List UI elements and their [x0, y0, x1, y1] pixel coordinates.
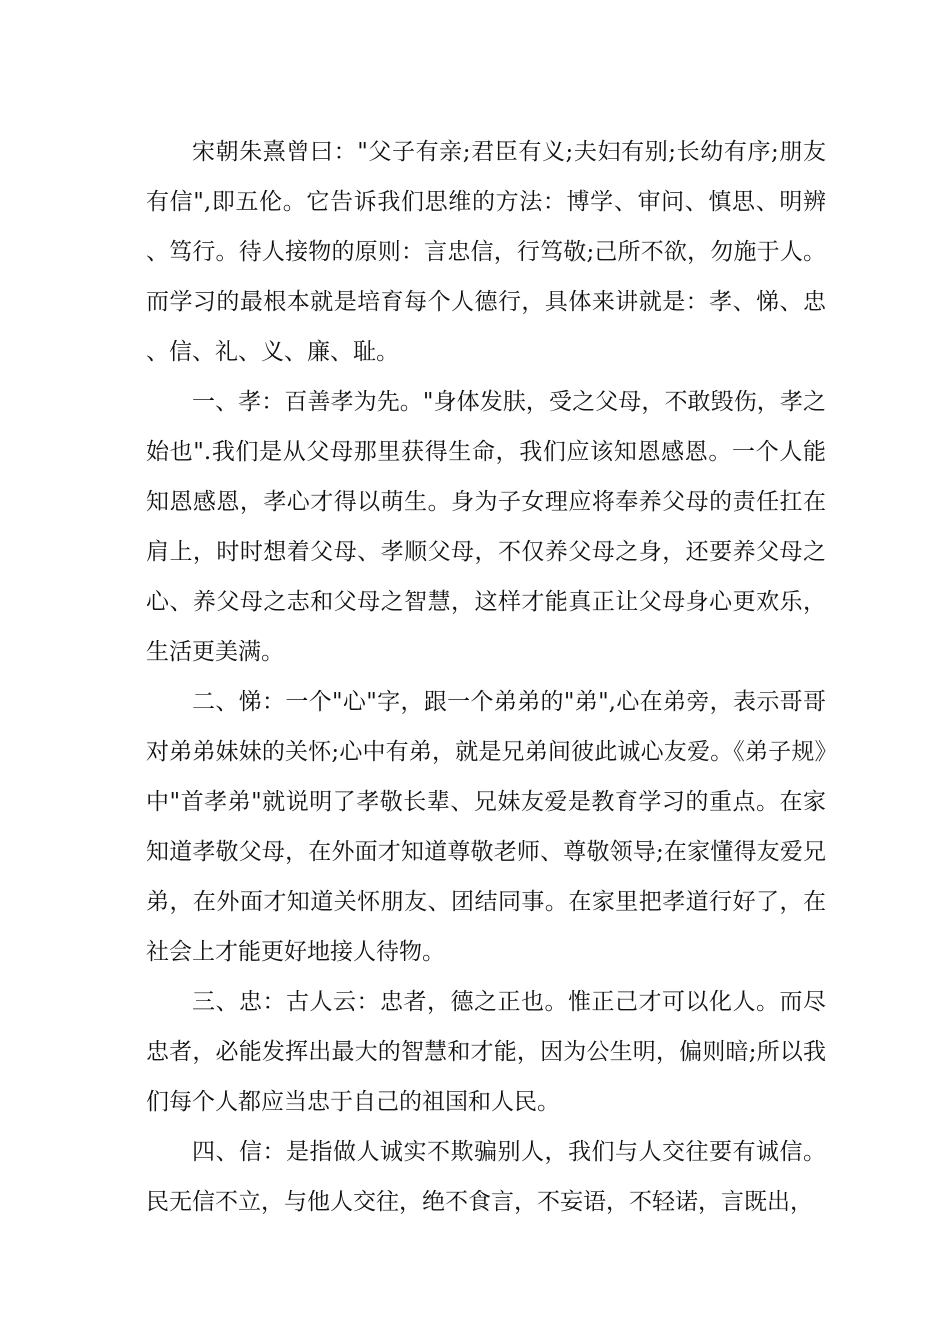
- paragraph-xin: 四、信：是指做人诚实不欺骗别人，我们与人交往要有诚信。民无信不立，与他人交往，绝不食言，不妄语，不轻诺，言既出，: [146, 1139, 826, 1215]
- document-body: [146, 127, 826, 1227]
- paragraph-zhong: 三、忠：古人云：忠者，德之正也。惟正己才可以化人。而尽忠者，必能发挥出最大的智慧和才能，因为公生明，偏则暗;所以我们每个人都应当忠于自己的祖国和人民。: [146, 989, 826, 1115]
- paragraph-xiao: 一、孝：百善孝为先。"身体发肤，受之父母，不敢毁伤，孝之始也".我们是从父母那里获得生命，我们应该知恩感恩。一个人能知恩感恩，孝心才得以萌生。身为子女理应将奉养父母的责任扛在肩上，时时想着父母、孝顺父母，不仅养父母之身，还要养父母之心、养父母之志和父母之智慧，这样才能真正让父母身心更欢乐，生活更美满。: [146, 389, 826, 665]
- paragraph-intro: 宋朝朱熹曾曰："父子有亲;君臣有义;夫妇有别;长幼有序;朋友有信",即五伦。它告诉我们思维的方法：博学、审问、慎思、明辨、笃行。待人接物的原则：言忠信，行笃敬;己所不欲，勿施于人。而学习的最根本就是培育每个人德行，具体来讲就是：孝、悌、忠、信、礼、义、廉、耻。: [146, 139, 826, 365]
- paragraph-ti: 二、悌：一个"心"字，跟一个弟弟的"弟",心在弟旁，表示哥哥对弟弟妹妹的关怀;心中有弟，就是兄弟间彼此诚心友爱。《弟子规》中"首孝弟"就说明了孝敬长辈、兄妹友爱是教育学习的重点。在家知道孝敬父母，在外面才知道尊敬老师、尊敬领导;在家懂得友爱兄弟，在外面才知道关怀朋友、团结同事。在家里把孝道行好了，在社会上才能更好地接人待物。: [146, 689, 826, 965]
